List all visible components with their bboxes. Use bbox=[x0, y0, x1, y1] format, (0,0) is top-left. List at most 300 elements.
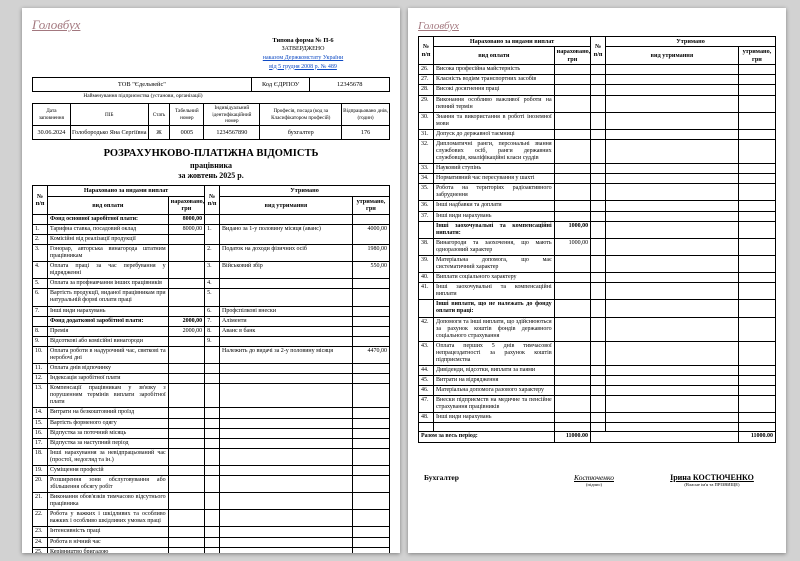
cell-withhold-type bbox=[606, 423, 739, 432]
total-row bbox=[419, 432, 776, 442]
cell-pay-type: Витрати на відрядження bbox=[433, 376, 554, 386]
cell-withhold-type: Податок на доходи фізичних осіб bbox=[220, 245, 353, 262]
cell-pay-type: Тарифна ставка, посадовий оклад bbox=[47, 224, 168, 234]
table-row bbox=[419, 300, 776, 317]
cell-num2 bbox=[205, 448, 220, 465]
cell-num: 34. bbox=[419, 174, 434, 184]
cell-withheld bbox=[738, 376, 775, 386]
cell-num: 41. bbox=[419, 283, 434, 300]
cell-accrued bbox=[168, 374, 204, 384]
header-accrued-group: Нараховано за видами виплат bbox=[47, 186, 204, 196]
cell-num2 bbox=[591, 184, 606, 201]
header-withhold-type: вид утримання bbox=[606, 47, 739, 65]
table-row bbox=[33, 475, 390, 492]
cell-withheld bbox=[738, 238, 775, 255]
cell-num2 bbox=[591, 95, 606, 112]
cell-pay-type: Відпустка за поточний місяць bbox=[47, 428, 168, 438]
cell-withheld bbox=[352, 438, 389, 448]
cell-withhold-type bbox=[606, 376, 739, 386]
cell-num2 bbox=[205, 364, 220, 374]
cell-accrued bbox=[554, 95, 590, 112]
cell-withhold-type bbox=[606, 65, 739, 75]
cell-accrued bbox=[554, 376, 590, 386]
cell-withhold-type bbox=[220, 510, 353, 527]
cell-accrued bbox=[168, 418, 204, 428]
cell-withheld bbox=[738, 396, 775, 413]
cell-withheld bbox=[738, 201, 775, 211]
payroll-table-page2 bbox=[418, 36, 776, 443]
cell-num: 3. bbox=[33, 245, 48, 262]
table-row bbox=[419, 85, 776, 95]
table-row bbox=[33, 214, 390, 224]
cell-accrued bbox=[554, 139, 590, 163]
cell-withhold-type bbox=[220, 374, 353, 384]
cell-num: 25. bbox=[33, 547, 48, 553]
cell-num2 bbox=[591, 238, 606, 255]
cell-pay-type: Виплати соціального характеру bbox=[433, 273, 554, 283]
table-row bbox=[33, 384, 390, 408]
cell-withheld bbox=[352, 493, 389, 510]
golovbukh-logo: Головбух bbox=[418, 20, 459, 32]
cell-num: 22. bbox=[33, 510, 48, 527]
cell-accrued bbox=[168, 279, 204, 289]
cell-num2 bbox=[205, 428, 220, 438]
cell-withhold-type bbox=[220, 465, 353, 475]
cell-withhold-type bbox=[220, 527, 353, 537]
cell-withheld bbox=[738, 255, 775, 272]
cell-num: 35. bbox=[419, 184, 434, 201]
cell-num: 8. bbox=[33, 326, 48, 336]
cell-num2 bbox=[205, 510, 220, 527]
table-row bbox=[419, 174, 776, 184]
cell-withheld bbox=[352, 465, 389, 475]
cell-accrued bbox=[554, 211, 590, 221]
cell-withheld bbox=[738, 174, 775, 184]
cell-num2 bbox=[205, 408, 220, 418]
table-row bbox=[33, 364, 390, 374]
cell-pay-type: Інші види нарахувань bbox=[47, 306, 168, 316]
cell-pay-type: Відсоткові або комісійні винагороди bbox=[47, 336, 168, 346]
cell-num: 44. bbox=[419, 365, 434, 375]
cell-num2 bbox=[205, 493, 220, 510]
cell-pay-type: Внески підприємств на медичне та пенсійне страхування працівників bbox=[433, 396, 554, 413]
cell-num2 bbox=[591, 129, 606, 139]
cell-num: 37. bbox=[419, 211, 434, 221]
cell-num2 bbox=[591, 85, 606, 95]
cell-withheld bbox=[352, 326, 389, 336]
cell-num: 19. bbox=[33, 465, 48, 475]
cell-withhold-type bbox=[606, 211, 739, 221]
cell-accrued bbox=[168, 364, 204, 374]
cell-num2: 5. bbox=[205, 289, 220, 306]
table-row bbox=[419, 423, 776, 432]
cell-accrued: 1000,00 bbox=[554, 221, 590, 238]
cell-accrued bbox=[554, 201, 590, 211]
cell-pay-type: Вартість форменого одягу bbox=[47, 418, 168, 428]
cell-num2 bbox=[205, 438, 220, 448]
cell-num2 bbox=[205, 547, 220, 553]
cell-num bbox=[33, 214, 48, 224]
cell-withheld: 4000,00 bbox=[352, 224, 389, 244]
header-num: № п/п bbox=[33, 186, 48, 214]
cell-num2 bbox=[591, 317, 606, 341]
total-empty bbox=[591, 432, 739, 442]
document-title bbox=[32, 147, 390, 181]
cell-withhold-type: Належить до видачі за 2-у половину місяця bbox=[220, 346, 353, 363]
cell-num2 bbox=[591, 201, 606, 211]
cell-withheld bbox=[352, 428, 389, 438]
cell-num2: 3. bbox=[205, 262, 220, 279]
cell-withhold-type bbox=[606, 129, 739, 139]
cell-num: 36. bbox=[419, 201, 434, 211]
table-row bbox=[33, 537, 390, 547]
cell-accrued bbox=[168, 465, 204, 475]
sex: Ж bbox=[148, 126, 170, 140]
cell-withhold-type bbox=[606, 174, 739, 184]
cell-withhold-type bbox=[606, 283, 739, 300]
cell-pay-type: Виконання особливо важливої роботи на певний термін bbox=[433, 95, 554, 112]
table-row bbox=[33, 493, 390, 510]
header-pay-type: вид оплати bbox=[47, 196, 168, 214]
cell-accrued bbox=[554, 273, 590, 283]
col-tab-number: Табельний номер bbox=[170, 104, 204, 126]
header-accrued-group: Нараховано за видами виплат bbox=[433, 37, 590, 47]
cell-pay-type: Індексація заробітної плати bbox=[47, 374, 168, 384]
cell-num: 10. bbox=[33, 346, 48, 363]
cell-num2 bbox=[591, 386, 606, 396]
profession: бухгалтер bbox=[260, 126, 342, 140]
cell-num: 6. bbox=[33, 289, 48, 306]
table-row bbox=[33, 306, 390, 316]
table-row bbox=[33, 510, 390, 527]
cell-withhold-type bbox=[606, 85, 739, 95]
employee-info-table bbox=[32, 103, 390, 140]
table-row bbox=[419, 365, 776, 375]
cell-num bbox=[33, 316, 48, 326]
header-num: № п/п bbox=[419, 37, 434, 65]
cell-accrued: 8000,00 bbox=[168, 224, 204, 234]
table-row bbox=[33, 224, 390, 234]
cell-num2 bbox=[205, 475, 220, 492]
cell-pay-type: Інші надбавки та доплати bbox=[433, 201, 554, 211]
cell-withhold-type bbox=[220, 364, 353, 374]
cell-pay-type: Гонорар, авторська винагорода штатним працівникам bbox=[47, 245, 168, 262]
cell-withhold-type bbox=[606, 221, 739, 238]
cell-withheld bbox=[352, 547, 389, 553]
cell-withheld bbox=[738, 129, 775, 139]
cell-num2 bbox=[205, 384, 220, 408]
cell-accrued bbox=[554, 317, 590, 341]
cell-num2: 6. bbox=[205, 306, 220, 316]
table-row bbox=[33, 289, 390, 306]
cell-num: 20. bbox=[33, 475, 48, 492]
cell-withhold-type: Військовий збір bbox=[220, 262, 353, 279]
cell-accrued bbox=[168, 428, 204, 438]
cell-num: 42. bbox=[419, 317, 434, 341]
cell-num2 bbox=[591, 273, 606, 283]
cell-num: 13. bbox=[33, 384, 48, 408]
cell-withhold-type bbox=[606, 300, 739, 317]
cell-withhold-type bbox=[606, 273, 739, 283]
cell-num: 21. bbox=[33, 493, 48, 510]
cell-num: 17. bbox=[33, 438, 48, 448]
table-row bbox=[419, 238, 776, 255]
cell-withheld bbox=[738, 341, 775, 365]
cell-num: 29. bbox=[419, 95, 434, 112]
cell-num: 11. bbox=[33, 364, 48, 374]
cell-num: 40. bbox=[419, 273, 434, 283]
cell-num: 2. bbox=[33, 234, 48, 244]
cell-pay-type: Розширення зони обслуговування або збільшення обсягу робіт bbox=[47, 475, 168, 492]
cell-num2 bbox=[591, 211, 606, 221]
table-row bbox=[33, 438, 390, 448]
cell-num2 bbox=[591, 75, 606, 85]
cell-accrued: 2000,00 bbox=[168, 326, 204, 336]
table-row bbox=[33, 336, 390, 346]
cell-num: 5. bbox=[33, 279, 48, 289]
cell-num: 38. bbox=[419, 238, 434, 255]
cell-withheld bbox=[352, 336, 389, 346]
cell-withheld bbox=[738, 386, 775, 396]
cell-withheld bbox=[738, 221, 775, 238]
table-row bbox=[419, 201, 776, 211]
cell-num: 1. bbox=[33, 224, 48, 234]
form-number: Типова форма № П-6 bbox=[272, 37, 334, 44]
page-2 bbox=[408, 8, 786, 553]
cell-num2: 9. bbox=[205, 336, 220, 346]
header-num2: № п/п bbox=[205, 186, 220, 214]
cell-pay-type: Відпустка за наступний період bbox=[47, 438, 168, 448]
cell-pay-type: Оплата за профнавчання інших працівників bbox=[47, 279, 168, 289]
cell-pay-type: Компенсації працівникам у зв'язку з порушенням термінів виплати заробітної плати bbox=[47, 384, 168, 408]
cell-accrued bbox=[168, 547, 204, 553]
cell-accrued bbox=[168, 475, 204, 492]
cell-num: 23. bbox=[33, 527, 48, 537]
cell-num: 46. bbox=[419, 386, 434, 396]
cell-withhold-type: Видано за 1-у половину місяця (аванс) bbox=[220, 224, 353, 244]
cell-accrued bbox=[168, 438, 204, 448]
cell-pay-type: Інші види нарахувань bbox=[433, 413, 554, 423]
cell-withhold-type bbox=[606, 413, 739, 423]
cell-withheld bbox=[738, 283, 775, 300]
cell-accrued bbox=[554, 65, 590, 75]
cell-num2 bbox=[591, 341, 606, 365]
cell-accrued bbox=[554, 365, 590, 375]
cell-accrued bbox=[554, 386, 590, 396]
order-link[interactable]: наказом Держкомстату України bbox=[262, 54, 344, 61]
cell-withhold-type bbox=[606, 255, 739, 272]
cell-pay-type: Премія bbox=[47, 326, 168, 336]
signature-area bbox=[534, 473, 654, 488]
cell-num: 18. bbox=[33, 448, 48, 465]
cell-pay-type: Комісійні від реалізації продукції bbox=[47, 234, 168, 244]
cell-pay-type: Фонд додаткової заробітної плати: bbox=[47, 316, 168, 326]
cell-withhold-type bbox=[220, 279, 353, 289]
table-row bbox=[33, 527, 390, 537]
table-row bbox=[419, 283, 776, 300]
cell-pay-type: Вартість продукції, виданої працівникам при натуральній формі оплати праці bbox=[47, 289, 168, 306]
cell-withheld: 1980,00 bbox=[352, 245, 389, 262]
cell-withhold-type bbox=[220, 428, 353, 438]
payroll-table-page1 bbox=[32, 185, 390, 553]
total-label: Разом за весь період: bbox=[419, 432, 555, 442]
accountant-full-name: Ірина КОСТЮЧЕНКО bbox=[670, 472, 754, 482]
cell-num2 bbox=[205, 214, 220, 224]
cell-accrued bbox=[554, 423, 590, 432]
cell-withheld bbox=[352, 527, 389, 537]
cell-num2 bbox=[591, 112, 606, 129]
cell-num2 bbox=[591, 221, 606, 238]
cell-withhold-type bbox=[606, 317, 739, 341]
cell-pay-type: Науковий ступінь bbox=[433, 164, 554, 174]
cell-accrued bbox=[168, 336, 204, 346]
cell-num2: 4. bbox=[205, 279, 220, 289]
cell-num: 43. bbox=[419, 341, 434, 365]
col-fill-date: Дата заповнення bbox=[33, 104, 71, 126]
tab-number: 0005 bbox=[170, 126, 204, 140]
cell-num bbox=[419, 423, 434, 432]
cell-num: 32. bbox=[419, 139, 434, 163]
worked-days: 176 bbox=[342, 126, 390, 140]
cell-withhold-type bbox=[606, 164, 739, 174]
cell-num2 bbox=[205, 346, 220, 363]
table-row bbox=[419, 376, 776, 386]
full-name-area bbox=[654, 473, 770, 488]
cell-accrued bbox=[168, 245, 204, 262]
header-accrued: нараховано, грн bbox=[554, 47, 590, 65]
cell-withhold-type bbox=[220, 214, 353, 224]
id-number: 1234567890 bbox=[204, 126, 260, 140]
cell-num2: 1. bbox=[205, 224, 220, 244]
cell-num2 bbox=[591, 413, 606, 423]
table-row bbox=[33, 547, 390, 553]
cell-num: 45. bbox=[419, 376, 434, 386]
cell-withheld bbox=[738, 65, 775, 75]
cell-withhold-type bbox=[606, 341, 739, 365]
cell-pay-type: Дивіденди, відсотки, виплати за паями bbox=[433, 365, 554, 375]
total-accrued: 11000.00 bbox=[554, 432, 590, 442]
cell-withhold-type bbox=[606, 201, 739, 211]
cell-num2: 7. bbox=[205, 316, 220, 326]
table-row bbox=[33, 279, 390, 289]
table-row bbox=[419, 386, 776, 396]
cell-num2 bbox=[591, 376, 606, 386]
table-row bbox=[419, 65, 776, 75]
table-row bbox=[419, 184, 776, 201]
order-date-link[interactable]: від 5 грудня 2008 р. № 489 bbox=[269, 63, 337, 70]
full-name-caption: (Власне ім'я та ПРІЗВИЩЕ) bbox=[684, 481, 740, 487]
cell-accrued bbox=[554, 184, 590, 201]
cell-accrued bbox=[554, 164, 590, 174]
cell-withheld bbox=[738, 273, 775, 283]
cell-withheld: 550,00 bbox=[352, 262, 389, 279]
table-row bbox=[419, 255, 776, 272]
cell-accrued bbox=[554, 75, 590, 85]
cell-num2 bbox=[591, 164, 606, 174]
cell-withhold-type bbox=[606, 386, 739, 396]
cell-accrued bbox=[168, 262, 204, 279]
cell-num: 7. bbox=[33, 306, 48, 316]
table-row bbox=[33, 465, 390, 475]
cell-withhold-type bbox=[606, 365, 739, 375]
cell-withhold-type bbox=[220, 448, 353, 465]
cell-pay-type: Допомоги та інші виплати, що здійснюються за рахунок коштів фондів державного соціального страхування bbox=[433, 317, 554, 341]
cell-pay-type: Оплата днів відпочинку bbox=[47, 364, 168, 374]
cell-pay-type: Інші види нарахувань bbox=[433, 211, 554, 221]
table-header-row bbox=[419, 37, 776, 47]
header-accrued: нараховано, грн bbox=[168, 196, 204, 214]
cell-num2 bbox=[591, 396, 606, 413]
cell-pay-type: Допуск до державної таємниці bbox=[433, 129, 554, 139]
header-withhold-type: вид утримання bbox=[220, 196, 353, 214]
table-row bbox=[419, 164, 776, 174]
cell-accrued bbox=[554, 300, 590, 317]
cell-num2 bbox=[591, 174, 606, 184]
cell-withhold-type: Профспілкові внески bbox=[220, 306, 353, 316]
cell-accrued bbox=[168, 306, 204, 316]
cell-num: 27. bbox=[419, 75, 434, 85]
cell-pay-type: Суміщення професій bbox=[47, 465, 168, 475]
cell-pay-type: Фонд основної заробітної плати: bbox=[47, 214, 168, 224]
signature-handwriting: Костюченко bbox=[574, 472, 614, 482]
cell-num: 14. bbox=[33, 408, 48, 418]
employee-value-row bbox=[33, 126, 390, 140]
cell-withhold-type bbox=[606, 75, 739, 85]
cell-withheld bbox=[738, 423, 775, 432]
signature-block bbox=[418, 473, 776, 488]
col-sex: Стать bbox=[148, 104, 170, 126]
cell-pay-type: Витрати на безкоштовний проїзд bbox=[47, 408, 168, 418]
cell-accrued bbox=[554, 283, 590, 300]
cell-accrued bbox=[554, 85, 590, 95]
cell-accrued bbox=[168, 384, 204, 408]
golovbukh-logo: Головбух bbox=[32, 17, 81, 32]
table-row bbox=[419, 211, 776, 221]
header-withheld: утримано, грн bbox=[738, 47, 775, 65]
approved-label: ЗАТВЕРДЖЕНО bbox=[281, 46, 325, 53]
cell-pay-type: Інтенсивність праці bbox=[47, 527, 168, 537]
company-table bbox=[32, 77, 390, 92]
cell-accrued bbox=[168, 289, 204, 306]
table-row bbox=[33, 346, 390, 363]
signature-caption: (підпис) bbox=[585, 481, 603, 487]
cell-num2 bbox=[591, 255, 606, 272]
table-row bbox=[419, 317, 776, 341]
cell-withheld bbox=[738, 85, 775, 95]
table-row bbox=[419, 139, 776, 163]
edrpou-code: 12345678 bbox=[310, 78, 390, 92]
cell-pay-type: Класність водіям транспортних засобів bbox=[433, 75, 554, 85]
cell-withheld bbox=[352, 316, 389, 326]
cell-pay-type: Знання та використання в роботі іноземної мови bbox=[433, 112, 554, 129]
header-num2: № п/п bbox=[591, 37, 606, 65]
table-row bbox=[419, 75, 776, 85]
cell-num: 30. bbox=[419, 112, 434, 129]
cell-withhold-type bbox=[606, 95, 739, 112]
cell-withheld bbox=[352, 448, 389, 465]
table-row bbox=[33, 245, 390, 262]
cell-accrued bbox=[554, 413, 590, 423]
cell-withhold-type: Аліменти bbox=[220, 316, 353, 326]
cell-pay-type: Висока професійна майстерність bbox=[433, 65, 554, 75]
cell-accrued bbox=[168, 448, 204, 465]
cell-withheld bbox=[352, 306, 389, 316]
cell-pay-type: Інші нарахування за невідпрацьований час (простої, недогляд та ін.) bbox=[47, 448, 168, 465]
cell-accrued bbox=[168, 493, 204, 510]
table-row bbox=[33, 326, 390, 336]
cell-num2 bbox=[205, 465, 220, 475]
cell-num: 33. bbox=[419, 164, 434, 174]
